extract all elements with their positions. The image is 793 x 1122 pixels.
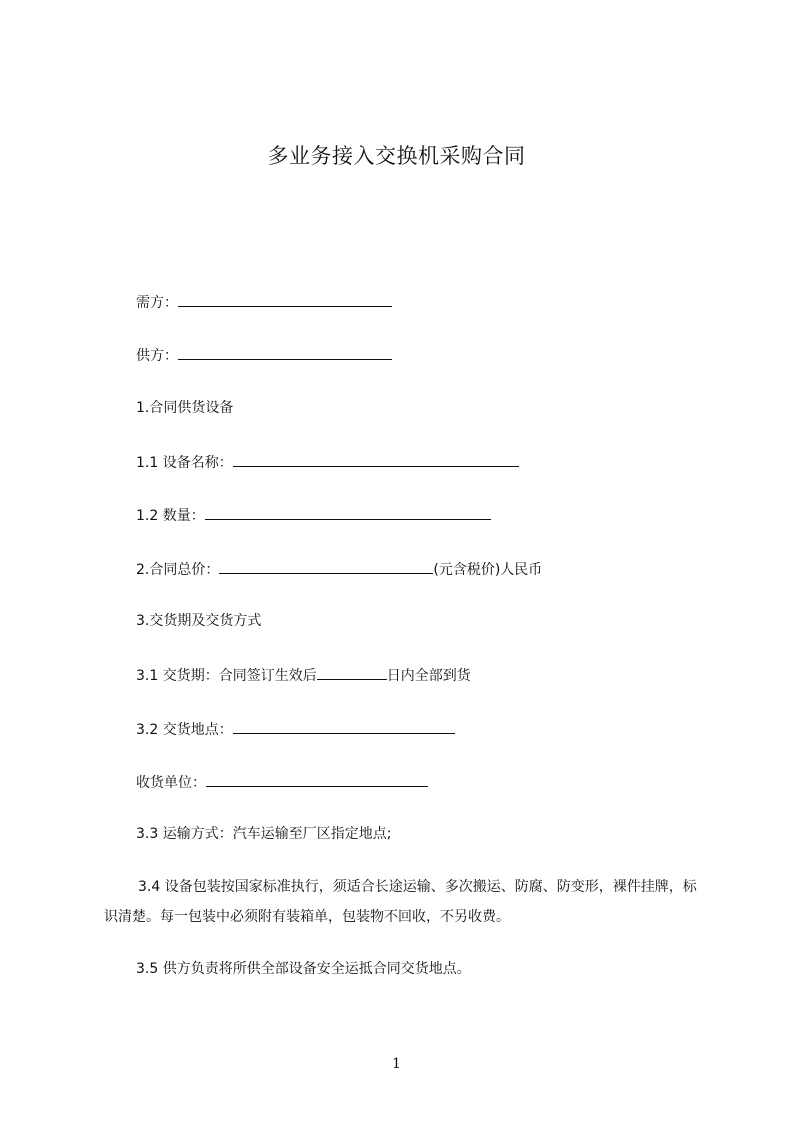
delivery-place-blank [233,719,455,734]
total-price-line [136,559,542,579]
delivery-place-line [136,719,455,739]
delivery-responsibility-line: 3.5 供方负责将所供全部设备安全运抵合同交货地点。 [136,961,471,977]
total-price-suffix: (元含税价)人民币 [433,562,543,578]
receiver-label: 收货单位： [136,775,206,791]
receiver-blank [206,772,428,787]
delivery-period-line [136,665,471,685]
section-3-heading: 3.交货期及交货方式 [136,613,262,629]
quantity-label: 1.2 数量： [136,508,205,524]
buyer-blank [178,292,392,307]
equipment-name-blank [233,452,519,467]
transport-method-line: 3.3 运输方式：汽车运输至厂区指定地点; [136,826,392,842]
quantity-line [136,505,491,525]
page-number: 1 [392,1056,401,1072]
buyer-label: 需方： [136,295,178,311]
quantity-blank [205,505,491,520]
delivery-period-suffix: 日内全部到货 [386,668,471,684]
buyer-line [136,292,392,312]
total-price-label: 2.合同总价： [136,562,220,578]
packaging-text: 3.4 设备包装按国家标准执行，须适合长途运输、多次搬运、防腐、防变形，裸件挂牌，标识清楚。每一包装中必须附有装箱单，包装物不回收，不另收费。 [104,879,697,925]
delivery-days-blank [317,665,387,680]
delivery-period-prefix: 3.1 交货期：合同签订生效后 [136,668,317,684]
total-price-blank [219,559,433,574]
equipment-name-line [136,452,519,472]
receiver-line [136,772,428,792]
packaging-paragraph [104,872,704,932]
supplier-blank [178,345,392,360]
document-title: 多业务接入交换机采购合同 [267,144,526,168]
equipment-name-label: 1.1 设备名称： [136,455,233,471]
supplier-label: 供方： [136,348,178,364]
section-1-heading: 1.合同供货设备 [136,400,234,416]
supplier-line [136,345,392,365]
delivery-place-label: 3.2 交货地点： [136,722,233,738]
